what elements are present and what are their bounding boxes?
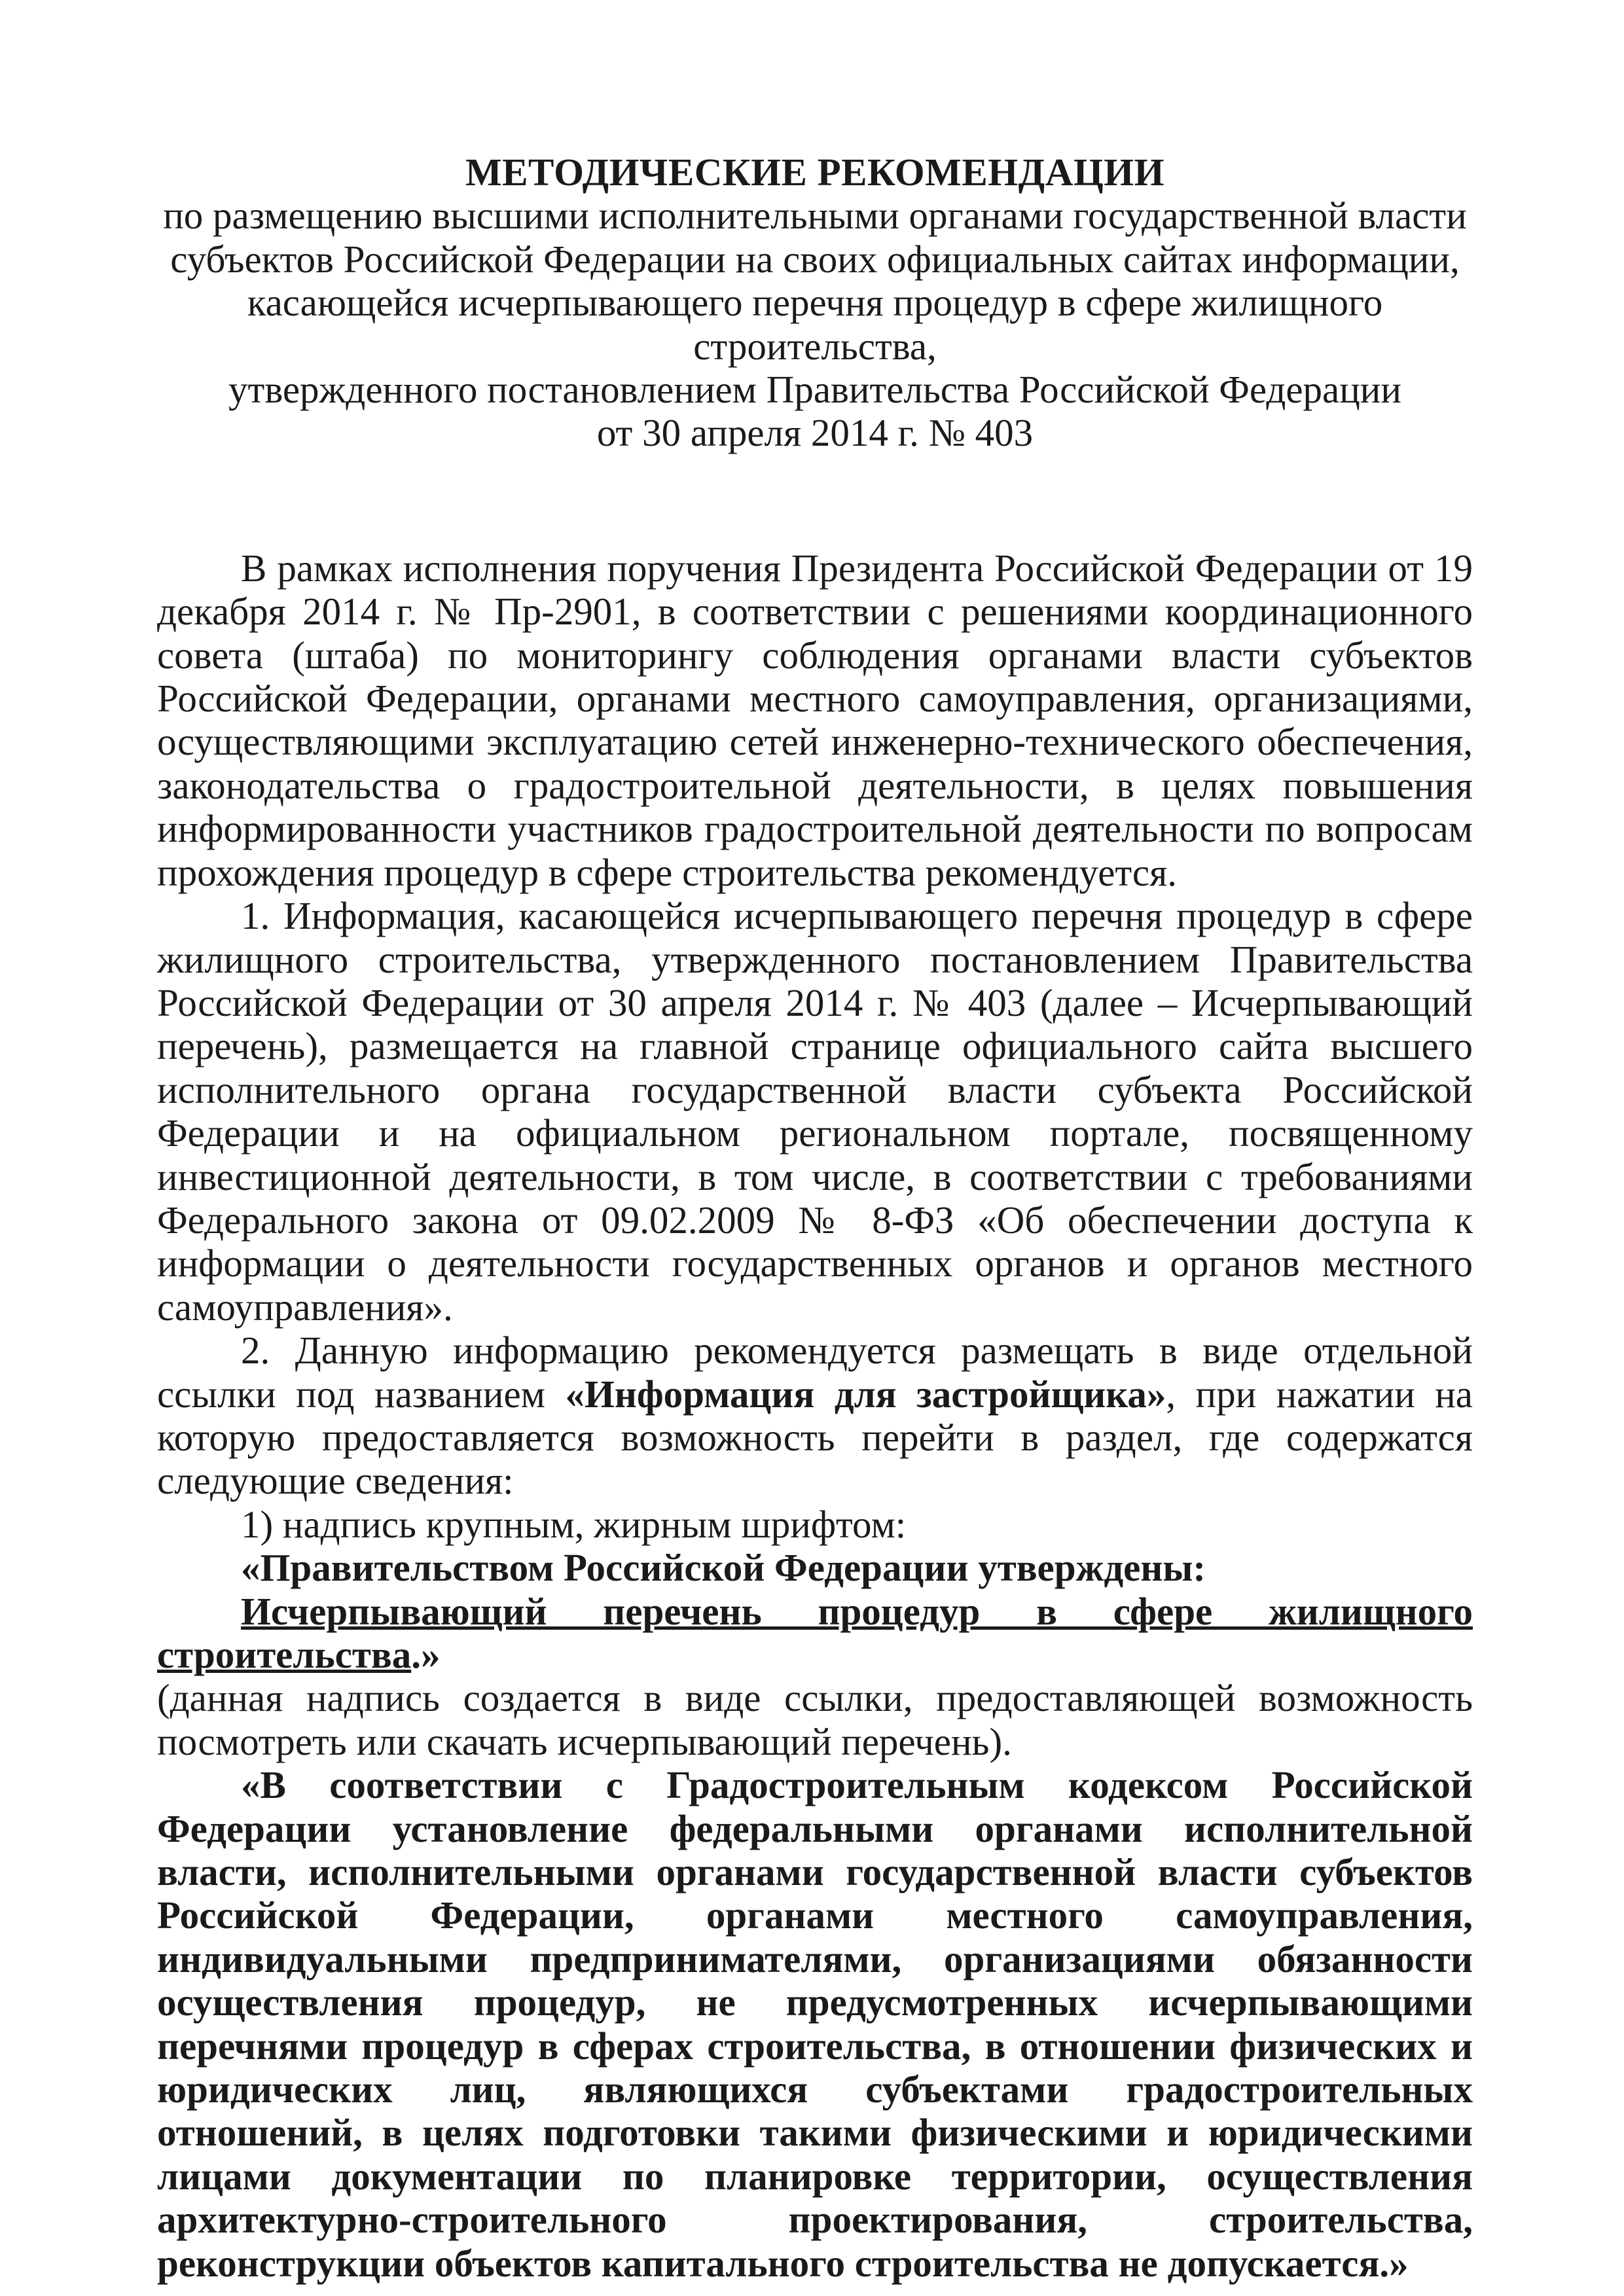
quote-2-paragraph: «В соответствии с Градостроительным кодексом Российской Федерации установление федеральными органами исполнительной власти, исполнительными органами государственной власти субъектов Российской Федерации, органами местного самоуправления, индивидуальными предпринимателями, организациями обязанности осуществления процедур, не предусмотренных исчерпывающими перечнями процедур в сферах строительства, в отношении физических и юридических лиц, являющихся субъектами градостроительных отношений, в целях подготовки такими физическими и юридическими лицами документации по планировке территории, осуществления архитектурно-строительного проектирования, строительства, реконструкции объектов капитального строительства не допускается.» [157, 1763, 1473, 2285]
document-title: МЕТОДИЧЕСКИЕ РЕКОМЕНДАЦИИ [465, 151, 1164, 194]
intro-paragraph: В рамках исполнения поручения Президента Российской Федерации от 19 декабря 2014 г. № Пр-2901, в соответствии с решениями координационного совета (штаба) по мониторингу соблюдения органами власти субъектов Российской Федерации, органами местного самоуправления, организациями, осуществляющими эксплуатацию сетей инженерно-технического обеспечения, законодательства о градостроительной деятельности, в целях повышения информированности участников градостроительной деятельности по вопросам прохождения процедур в сфере строительства рекомендуется. [157, 546, 1473, 894]
note-paragraph: (данная надпись создается в виде ссылки, предоставляющей возможность посмотреть или скачать исчерпывающий перечень). [157, 1676, 1473, 1763]
subitem-1-paragraph: 1) надпись крупным, жирным шрифтом: [241, 1502, 907, 1546]
subtitle-line-1: по размещению высшими исполнительными органами государственной власти [163, 194, 1467, 238]
document-page [157, 151, 1473, 2285]
quote-1-line-2 [157, 1590, 1473, 1677]
quote-1-line-1: «Правительством Российской Федерации утверждены: [241, 1546, 1206, 1590]
item-1-paragraph: 1. Информация, касающейся исчерпывающего перечня процедур в сфере жилищного строительства, утвержденного постановлением Правительства Российской Федерации от 30 апреля 2014 г. № 403 (далее – Исчерпывающий перечень), размещается на главной странице официального сайта высшего исполнительного органа государственной власти субъекта Российской Федерации и на официальном региональном портале, посвященному инвестиционной деятельности, в том числе, в соответствии с требованиями Федерального закона от 09.02.2009 № 8-ФЗ «Об обеспечении доступа к информации о деятельности государственных органов и органов местного самоуправления». [157, 894, 1473, 1329]
item-2-text-before: 2. Данную информацию рекомендуется размещать в виде отдельной ссылки под названием [157, 1329, 1473, 1416]
title-block [157, 151, 1473, 455]
subtitle-line-3: касающейся исчерпывающего перечня процедур в сфере жилищного строительства, [247, 281, 1383, 368]
item-2-paragraph [157, 1329, 1473, 1503]
quote-1-end: .» [411, 1633, 441, 1676]
exhaustive-list-link[interactable]: Исчерпывающий перечень процедур в сфере жилищного строительства [157, 1589, 1473, 1676]
subtitle-line-2: субъектов Российской Федерации на своих официальных сайтах информации, [170, 237, 1460, 281]
item-2-text-after: , при нажатии на которую предоставляется возможность перейти в раздел, где содержатся следующие сведения: [157, 1372, 1473, 1503]
item-2-bold-link-name: «Информация для застройщика» [565, 1372, 1166, 1416]
subtitle-line-4: утвержденного постановлением Правительства Российской Федерации [228, 368, 1401, 412]
subtitle-line-5: от 30 апреля 2014 г. № 403 [596, 411, 1034, 455]
